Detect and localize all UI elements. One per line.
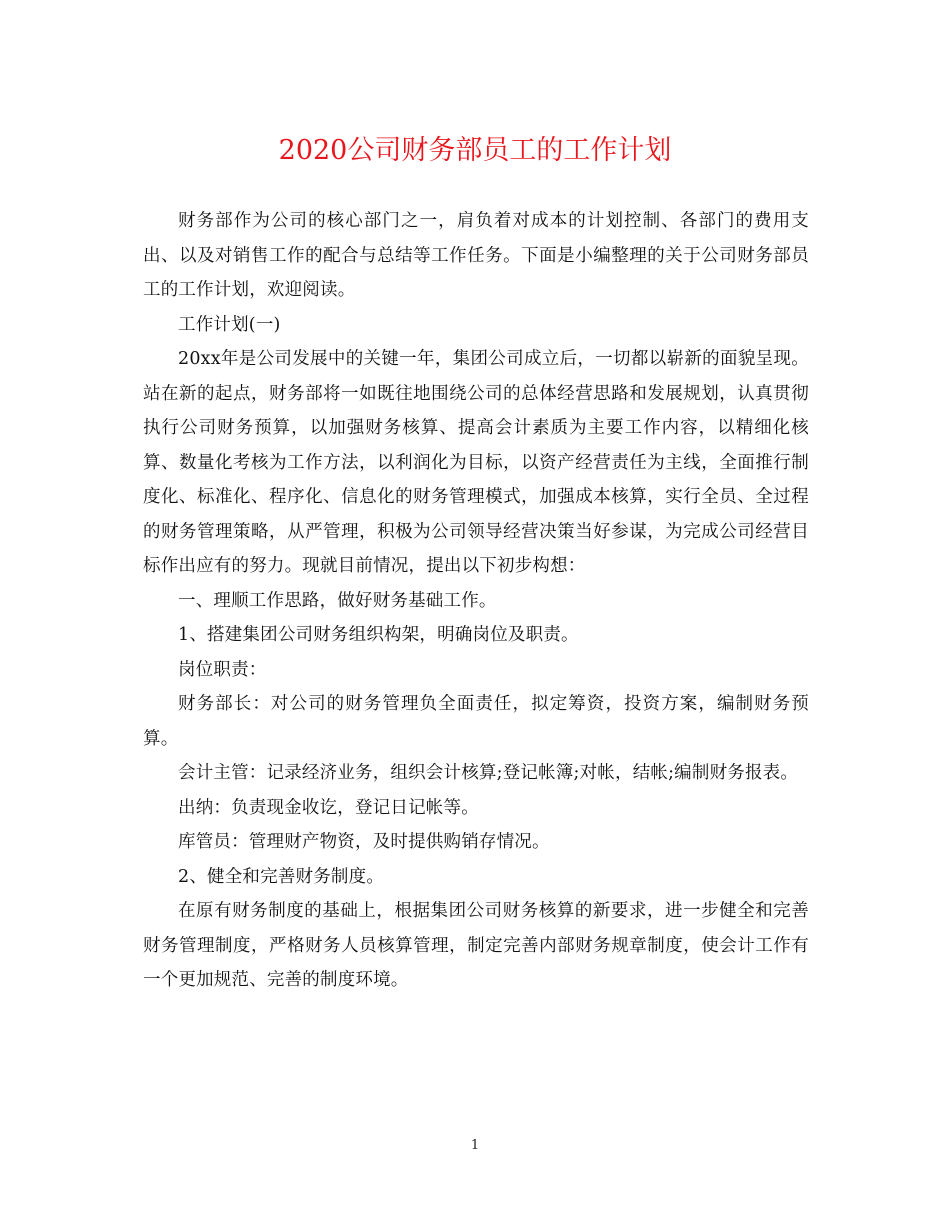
- paragraph-item-1: 1、搭建集团公司财务组织构架，明确岗位及职责。: [178, 625, 579, 645]
- paragraph-finance-director: 财务部长：对公司的财务管理负全面责任，拟定筹资，投资方案，编制财务预算。: [143, 694, 809, 749]
- paragraph-section-1: 一、理顺工作思路，做好财务基础工作。: [178, 590, 497, 611]
- paragraph-system-improvement: 在原有财务制度的基础上，根据集团公司财务核算的新要求，进一步健全和完善财务管理制度，严格财务人员核算管理，制定完善内部财务规章制度，使会计工作有一个更加规范、完善的制度环境。: [143, 901, 809, 990]
- paragraph-overview: 20xx年是公司发展中的关键一年，集团公司成立后，一切都以崭新的面貌呈现。站在新的起点，财务部将一如既往地围绕公司的总体经营思路和发展规划，认真贯彻执行公司财务预算，以加强财务核算、提高会计素质为主要工作内容，以精细化核算、数量化考核为工作方法，以利润化为目标，以资产经营责任为主线，全面推行制度化、标准化、程序化、信息化的财务管理模式，加强成本核算，实行全员、全过程的财务管理策略，从严管理，积极为公司领导经营决策当好参谋，为完成公司经营目标作出应有的努力。现就目前情况，提出以下初步构想：: [143, 349, 809, 576]
- page-number: 1: [470, 1138, 480, 1153]
- paragraph-item-2: 2、健全和完善财务制度。: [178, 866, 385, 887]
- paragraph-intro: 财务部作为公司的核心部门之一，肩负着对成本的计划控制、各部门的费用支出、以及对销售工作的配合与总结等工作任务。下面是小编整理的关于公司财务部员工的工作计划，欢迎阅读。: [143, 211, 809, 300]
- paragraph-plan-heading: 工作计划(一): [178, 314, 281, 335]
- paragraph-cashier: 出纳：负责现金收讫，登记日记帐等。: [178, 797, 479, 818]
- document-title: 2020公司财务部员工的工作计划: [278, 135, 672, 166]
- paragraph-duties-label: 岗位职责：: [178, 659, 267, 680]
- document-body: [143, 204, 809, 998]
- paragraph-accounting-supervisor: 会计主管：记录经济业务，组织会计核算;登记帐簿;对帐，结帐;编制财务报表。: [178, 763, 799, 783]
- paragraph-warehouse-keeper: 库管员：管理财产物资，及时提供购销存情况。: [178, 832, 550, 852]
